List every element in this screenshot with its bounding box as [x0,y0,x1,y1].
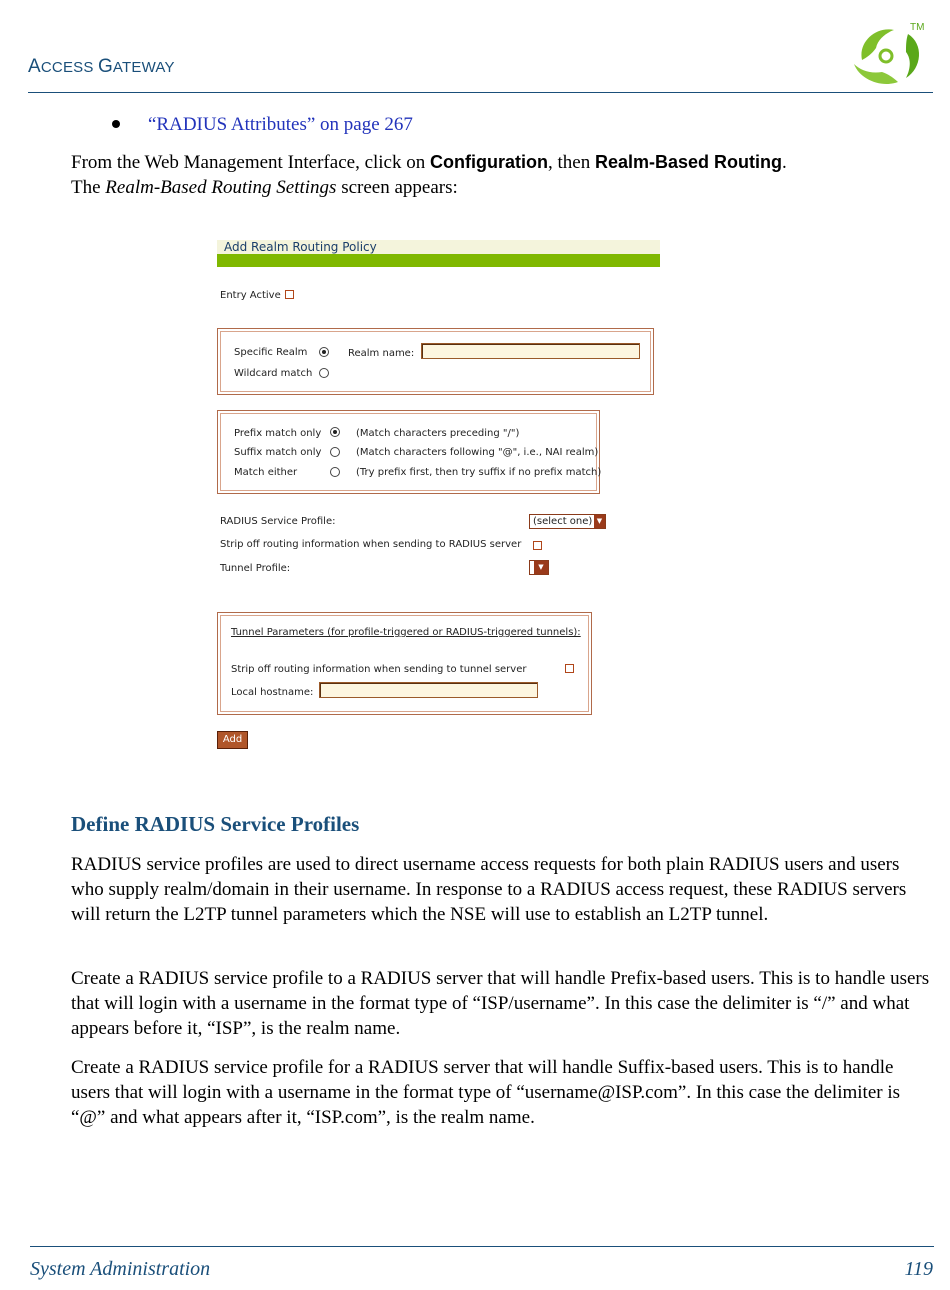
strip-radius-checkbox[interactable] [533,541,542,550]
bullet-dot [112,120,120,128]
running-header: ACCESS GATEWAY [28,56,175,77]
specific-realm-label: Specific Realm [234,347,308,358]
entry-active-checkbox[interactable] [285,290,294,299]
body-paragraph: RADIUS service profiles are used to direct username access requests for both plain RADIUS users and users who supply realm/domain in their username. In response to a RADIUS access request, these RADIUS servers will return the L2TP tunnel parameters which the NSE will use to establish an L2TP tunnel. [71,854,907,925]
match-either-radio[interactable] [330,467,340,477]
section-heading: Define RADIUS Service Profiles [71,812,360,836]
tunnel-params-heading: Tunnel Parameters (for profile-triggered or RADIUS-triggered tunnels): [231,627,581,638]
trademark-mark: TM [910,22,925,33]
strip-tunnel-label: Strip off routing information when sending to tunnel server [231,664,527,675]
suffix-only-label: Suffix match only [234,447,322,458]
local-hostname-input[interactable] [319,682,538,698]
company-logo [848,20,928,88]
entry-active-label: Entry Active [220,290,281,301]
realm-name-label: Realm name: [348,348,415,359]
realm-group [217,328,654,395]
radius-profile-select[interactable]: (select one) ▼ [529,514,606,529]
radius-profile-label: RADIUS Service Profile: [220,516,336,527]
intro-paragraph: From the Web Management Interface, click on Configuration, then Realm-Based Routing. The Realm-Based Routing Settings screen appears: [71,152,787,198]
either-desc: (Try prefix first, then try suffix if no prefix match) [356,467,602,478]
specific-realm-radio[interactable] [319,347,329,357]
local-hostname-label: Local hostname: [231,687,314,698]
suffix-desc: (Match characters following "@", i.e., NAI realm) [356,447,599,458]
chevron-down-icon: ▼ [594,515,605,528]
strip-radius-label: Strip off routing information when sending to RADIUS server [220,539,522,550]
add-button[interactable]: Add [217,731,248,749]
footer-section-title: System Administration [30,1258,211,1280]
tunnel-profile-label: Tunnel Profile: [220,563,291,574]
footer-rule [30,1246,934,1247]
match-either-label: Match either [234,467,298,478]
prefix-only-radio[interactable] [330,427,340,437]
wildcard-match-label: Wildcard match [234,368,313,379]
suffix-only-radio[interactable] [330,447,340,457]
radius-attributes-link[interactable]: “RADIUS Attributes” on page 267 [148,114,413,135]
strip-tunnel-checkbox[interactable] [565,664,574,673]
page-number: 119 [904,1258,933,1280]
prefix-only-label: Prefix match only [234,428,322,439]
wildcard-match-radio[interactable] [319,368,329,378]
realm-routing-menu-ref: Realm-Based Routing [594,152,782,172]
tunnel-profile-select[interactable] [529,560,549,575]
header-rule [28,92,933,93]
realm-name-input[interactable] [421,343,640,359]
bullet-item [112,114,413,136]
configuration-menu-ref: Configuration [430,152,548,172]
form-title-bar [217,254,660,267]
prefix-desc: (Match characters preceding "/") [356,428,520,439]
chevron-down-icon: ▼ [534,561,548,574]
body-paragraph: Create a RADIUS service profile for a RADIUS server that will handle Suffix-based users. This is to handle users that will login with a username in the format type of “username@ISP.com”. In this case the delimiter is “@” and what appears after it, “ISP.com”, is the realm name. [71,1057,901,1128]
form-title: Add Realm Routing Policy [217,240,660,254]
body-paragraph: Create a RADIUS service profile to a RADIUS server that will handle Prefix-based users. This is to handle users that will login with a username in the format type of “ISP/username”. In this case the delimiter is “/” and what appears before it, “ISP”, is the realm name. [71,968,930,1039]
